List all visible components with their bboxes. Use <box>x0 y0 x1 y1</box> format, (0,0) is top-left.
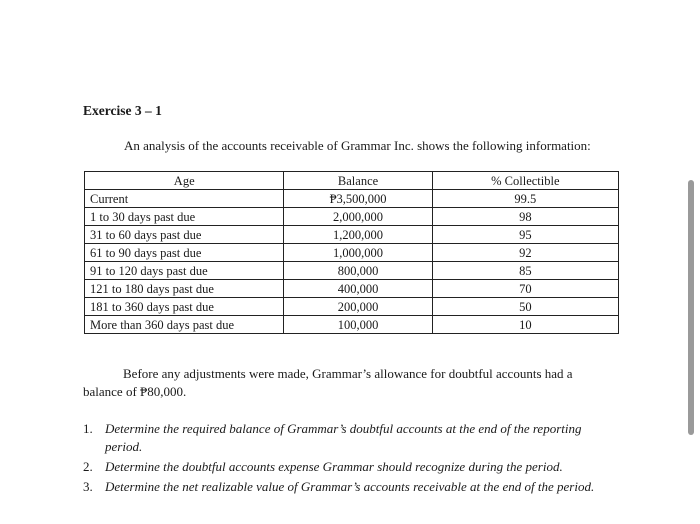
cell-balance: 1,200,000 <box>284 226 432 244</box>
cell-balance: ₱3,500,000 <box>284 190 432 208</box>
cell-balance: 400,000 <box>284 280 432 298</box>
cell-collectible: 98 <box>432 208 618 226</box>
table-row <box>85 208 619 226</box>
cell-age: 61 to 90 days past due <box>85 244 284 262</box>
cell-age: 31 to 60 days past due <box>85 226 284 244</box>
question-item <box>83 458 613 476</box>
cell-age: 1 to 30 days past due <box>85 208 284 226</box>
cell-collectible: 50 <box>432 298 618 316</box>
table-row <box>85 190 619 208</box>
table-row <box>85 226 619 244</box>
cell-balance: 1,000,000 <box>284 244 432 262</box>
table-row <box>85 262 619 280</box>
cell-collectible: 99.5 <box>432 190 618 208</box>
aging-table <box>84 171 619 334</box>
cell-collectible: 92 <box>432 244 618 262</box>
cell-collectible: 10 <box>432 316 618 334</box>
question-number: 3. <box>83 479 93 494</box>
table-row <box>85 316 619 334</box>
cell-collectible: 85 <box>432 262 618 280</box>
allowance-paragraph: Before any adjustments were made, Grammar’s allowance for doubtful accounts had a balance of ₱80,000. <box>83 366 573 399</box>
cell-collectible: 95 <box>432 226 618 244</box>
cell-collectible: 70 <box>432 280 618 298</box>
question-text: Determine the required balance of Grammar’s doubtful accounts at the end of the reporting period. <box>105 421 582 454</box>
cell-age: Current <box>85 190 284 208</box>
question-list <box>83 420 613 498</box>
cell-balance: 100,000 <box>284 316 432 334</box>
question-text: Determine the doubtful accounts expense Grammar should recognize during the period. <box>105 459 563 474</box>
table-row <box>85 298 619 316</box>
question-item <box>83 420 613 456</box>
vertical-scrollbar[interactable] <box>688 180 694 435</box>
question-text: Determine the net realizable value of Grammar’s accounts receivable at the end of the period. <box>105 479 595 494</box>
header-collectible: % Collectible <box>432 172 618 190</box>
cell-age: 121 to 180 days past due <box>85 280 284 298</box>
cell-balance: 200,000 <box>284 298 432 316</box>
header-age: Age <box>85 172 284 190</box>
cell-age: 181 to 360 days past due <box>85 298 284 316</box>
table-row <box>85 244 619 262</box>
cell-balance: 2,000,000 <box>284 208 432 226</box>
cell-age: More than 360 days past due <box>85 316 284 334</box>
question-number: 1. <box>83 421 93 436</box>
table-header-row <box>85 172 619 190</box>
exercise-title: Exercise 3 – 1 <box>83 103 162 118</box>
question-item <box>83 478 613 496</box>
intro-text: An analysis of the accounts receivable of Grammar Inc. shows the following information: <box>124 138 591 153</box>
question-number: 2. <box>83 459 93 474</box>
cell-age: 91 to 120 days past due <box>85 262 284 280</box>
table-row <box>85 280 619 298</box>
header-balance: Balance <box>284 172 432 190</box>
cell-balance: 800,000 <box>284 262 432 280</box>
